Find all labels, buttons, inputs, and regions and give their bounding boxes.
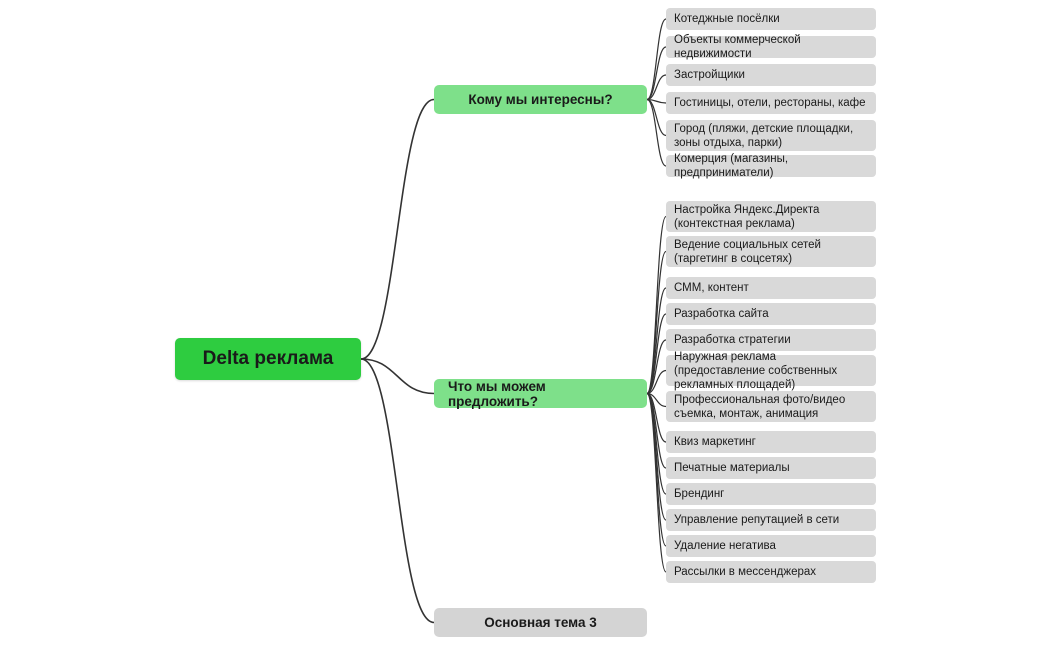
leaf-node-0-1-label: Объекты коммерческой недвижимости: [674, 34, 801, 60]
leaf-node-1-0-label: Настройка Яндекс.Директа (контекстная реклама): [674, 203, 820, 230]
leaf-node-1-8-label: Печатные материалы: [674, 462, 790, 474]
leaf-node-0-0[interactable]: [666, 8, 876, 30]
leaf-node-0-4[interactable]: [666, 120, 876, 151]
leaf-node-1-1-label: Ведение социальных сетей (таргетинг в соцсетях): [674, 238, 821, 265]
leaf-node-0-2[interactable]: [666, 64, 876, 86]
branch-node-2-label: Основная тема 3: [484, 615, 597, 630]
leaf-node-1-6[interactable]: [666, 391, 876, 422]
leaf-node-1-9[interactable]: [666, 483, 876, 505]
leaf-node-1-3-label: Разработка сайта: [674, 308, 769, 320]
leaf-node-0-1[interactable]: [666, 36, 876, 58]
leaf-node-1-10-label: Управление репутацией в сети: [674, 514, 840, 526]
leaf-node-0-5[interactable]: [666, 155, 876, 177]
leaf-node-0-0-label: Котеджные посёлки: [674, 13, 780, 25]
leaf-node-1-4[interactable]: [666, 329, 876, 351]
leaf-node-1-6-label: Профессиональная фото/видео съемка, монтаж, анимация: [674, 393, 846, 420]
leaf-node-1-3[interactable]: [666, 303, 876, 325]
branch-node-0[interactable]: [434, 85, 647, 114]
leaf-node-1-2[interactable]: [666, 277, 876, 299]
leaf-node-0-4-label: Город (пляжи, детские площадки, зоны отдыха, парки): [674, 122, 854, 149]
leaf-node-1-11[interactable]: [666, 535, 876, 557]
leaf-node-1-7-label: Квиз маркетинг: [674, 436, 756, 448]
branch-node-2[interactable]: [434, 608, 647, 637]
leaf-node-1-2-label: СММ, контент: [674, 282, 749, 294]
branch-node-1[interactable]: [434, 379, 647, 408]
leaf-node-1-1[interactable]: [666, 236, 876, 267]
branch-node-1-label: Что мы можем предложить?: [448, 378, 546, 409]
leaf-node-1-9-label: Брендинг: [674, 488, 725, 500]
leaf-node-1-8[interactable]: [666, 457, 876, 479]
leaf-node-1-0[interactable]: [666, 201, 876, 232]
leaf-node-1-12-label: Рассылки в мессенджерах: [674, 566, 817, 578]
leaf-node-1-5-label: Наружная реклама (предоставление собственных рекламных площадей): [674, 350, 838, 391]
leaf-node-0-2-label: Застройщики: [674, 69, 745, 81]
leaf-node-0-3[interactable]: [666, 92, 876, 114]
root-node-label: Delta реклама: [202, 348, 334, 369]
branch-node-0-label: Кому мы интересны?: [468, 92, 613, 107]
leaf-node-1-12[interactable]: [666, 561, 876, 583]
leaf-node-1-11-label: Удаление негатива: [674, 540, 776, 552]
leaf-node-1-10[interactable]: [666, 509, 876, 531]
leaf-node-1-5[interactable]: [666, 350, 876, 391]
leaf-node-0-3-label: Гостиницы, отели, рестораны, кафе: [674, 97, 866, 109]
leaf-node-1-7[interactable]: [666, 431, 876, 453]
root-node[interactable]: [175, 338, 361, 380]
leaf-node-0-5-label: Комерция (магазины, предприниматели): [674, 153, 789, 179]
leaf-node-1-4-label: Разработка стратегии: [674, 334, 791, 346]
